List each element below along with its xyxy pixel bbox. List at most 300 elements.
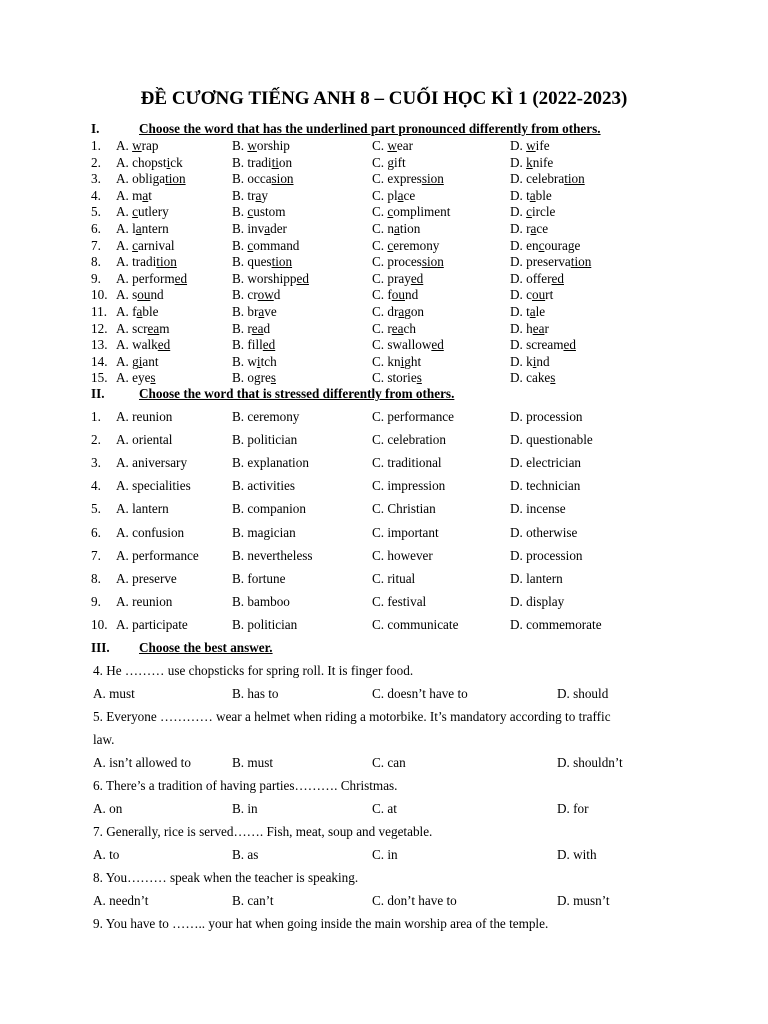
question-row bbox=[0, 455, 768, 471]
option-text: ch bbox=[403, 320, 416, 336]
answer-option[interactable] bbox=[510, 254, 591, 270]
option-text: ce bbox=[403, 187, 416, 203]
answer-option[interactable] bbox=[116, 304, 159, 320]
answer-option[interactable]: C. important bbox=[372, 524, 439, 540]
underlined-part: g bbox=[387, 154, 394, 170]
underlined-part: ou bbox=[531, 287, 546, 303]
option-text: A. f bbox=[116, 304, 137, 319]
underlined-part: ou bbox=[137, 287, 151, 303]
answer-option[interactable] bbox=[372, 287, 418, 303]
option-text: ommand bbox=[253, 237, 300, 253]
question-row bbox=[0, 171, 768, 187]
option-text: nd bbox=[150, 287, 164, 303]
option-text: C. bbox=[372, 204, 388, 220]
option-text: ble bbox=[535, 187, 552, 203]
section-heading bbox=[91, 386, 454, 402]
option-text: ve bbox=[264, 304, 277, 319]
option-text: der bbox=[270, 221, 287, 236]
underlined-part: ea bbox=[251, 320, 264, 336]
answer-option[interactable] bbox=[232, 188, 268, 204]
answer-option[interactable]: C. ritual bbox=[372, 570, 416, 586]
underlined-part: ed bbox=[431, 337, 444, 353]
option-text: ght bbox=[404, 353, 422, 369]
option-text: D. t bbox=[510, 187, 530, 203]
option-text: A. eye bbox=[116, 370, 151, 386]
answer-option[interactable] bbox=[232, 238, 299, 254]
answer-option[interactable]: D. for bbox=[557, 801, 589, 816]
question-number: 9. bbox=[91, 270, 101, 286]
underlined-part: a bbox=[398, 304, 405, 319]
answer-option[interactable]: B. must bbox=[232, 755, 274, 770]
answer-option[interactable]: D. lantern bbox=[510, 570, 563, 586]
underlined-part: k bbox=[526, 154, 533, 170]
option-text: C. f bbox=[372, 287, 392, 303]
underlined-part: ed bbox=[174, 270, 188, 286]
question-row bbox=[0, 594, 768, 610]
option-text: t bbox=[148, 187, 152, 203]
answer-option[interactable]: D. incense bbox=[510, 501, 566, 517]
underlined-part: ed bbox=[563, 337, 576, 353]
underlined-part: c bbox=[247, 237, 254, 253]
option-text: C. storie bbox=[372, 370, 417, 386]
answer-option[interactable] bbox=[510, 287, 553, 303]
answer-option[interactable] bbox=[372, 221, 420, 237]
answer-option[interactable] bbox=[372, 171, 444, 187]
underlined-part: s bbox=[150, 370, 156, 386]
question-row bbox=[0, 221, 768, 237]
answer-option[interactable]: C. don’t have to bbox=[372, 893, 457, 908]
answer-option[interactable]: B. politician bbox=[232, 616, 298, 632]
option-text: D. bbox=[510, 154, 527, 170]
answer-option[interactable] bbox=[232, 321, 270, 337]
answer-option[interactable]: D. commemorate bbox=[510, 616, 602, 632]
answer-option[interactable]: C. communicate bbox=[372, 616, 459, 632]
answer-option[interactable]: A. performance bbox=[116, 547, 199, 563]
answer-option[interactable] bbox=[116, 271, 187, 287]
underlined-part: i bbox=[166, 154, 171, 170]
question-row bbox=[0, 287, 768, 303]
question-row bbox=[0, 501, 768, 517]
question-row bbox=[0, 409, 768, 425]
option-text: eremony bbox=[393, 237, 440, 253]
option-text: rt bbox=[545, 287, 554, 303]
answer-option[interactable] bbox=[510, 238, 580, 254]
answer-option[interactable] bbox=[232, 155, 292, 171]
underlined-part: c bbox=[247, 204, 254, 220]
answer-option[interactable]: B. nevertheless bbox=[232, 547, 313, 563]
option-text: B. inv bbox=[232, 221, 265, 236]
answer-option[interactable] bbox=[372, 155, 406, 171]
answer-option[interactable]: A. needn’t bbox=[93, 893, 149, 908]
answer-option[interactable] bbox=[510, 155, 553, 171]
option-text: tion bbox=[399, 221, 421, 236]
underlined-part: c bbox=[538, 237, 545, 253]
answer-option[interactable] bbox=[510, 321, 549, 337]
option-text: A. g bbox=[116, 353, 139, 369]
underlined-part: sion bbox=[421, 254, 444, 270]
underlined-part: ea bbox=[391, 320, 404, 336]
option-text: nife bbox=[532, 154, 554, 170]
answer-option[interactable]: A. reunion bbox=[116, 593, 173, 609]
question-number: 2. bbox=[91, 432, 101, 448]
question-text: 4. He ……… use chopsticks for spring roll. It is finger food. bbox=[93, 663, 414, 678]
answer-option[interactable] bbox=[372, 337, 444, 353]
answer-option[interactable]: B. bamboo bbox=[232, 593, 290, 609]
question-text: law. bbox=[93, 732, 115, 747]
answer-option[interactable] bbox=[232, 354, 277, 370]
option-text: ble bbox=[142, 304, 159, 319]
answer-option[interactable] bbox=[116, 354, 159, 370]
question-text: 5. Everyone ………… wear a helmet when riding a motorbike. It’s mandatory according to traffic bbox=[93, 709, 611, 724]
option-text: C. proces bbox=[372, 254, 422, 270]
option-text: D. preserva bbox=[510, 254, 571, 270]
section-number: III. bbox=[91, 640, 110, 655]
option-text: C. bbox=[372, 237, 388, 253]
answer-option[interactable]: B. ceremony bbox=[232, 409, 300, 424]
section-heading bbox=[91, 640, 273, 656]
option-text: C. expres bbox=[372, 171, 422, 187]
underlined-part: a bbox=[136, 304, 143, 319]
answer-option[interactable]: D. with bbox=[557, 847, 597, 862]
option-text: B. ques bbox=[232, 254, 272, 270]
answer-option[interactable] bbox=[116, 370, 156, 386]
answer-option[interactable] bbox=[116, 337, 170, 353]
question-number: 7. bbox=[91, 237, 101, 253]
underlined-part: ea bbox=[147, 320, 160, 336]
question-number: 8. bbox=[91, 570, 101, 586]
option-text: B. bbox=[232, 204, 248, 220]
question-number: 6. bbox=[91, 221, 101, 236]
answer-option[interactable]: B. can’t bbox=[232, 893, 274, 908]
answer-option[interactable]: A. must bbox=[93, 686, 135, 701]
answer-option[interactable] bbox=[232, 271, 309, 287]
option-text: B. tr bbox=[232, 187, 256, 203]
option-text: D. bbox=[510, 138, 527, 153]
answer-option[interactable] bbox=[116, 287, 164, 303]
option-text: ift bbox=[393, 154, 406, 170]
underlined-part: a bbox=[142, 187, 149, 203]
option-text: C. bbox=[372, 154, 388, 170]
option-text: ce bbox=[536, 221, 549, 236]
answer-option[interactable]: C. at bbox=[372, 801, 397, 816]
answer-option[interactable]: A. reunion bbox=[116, 409, 173, 424]
answer-option[interactable]: C. can bbox=[372, 755, 406, 770]
section-number: I. bbox=[91, 121, 100, 136]
question-row bbox=[0, 354, 768, 370]
answer-option[interactable] bbox=[372, 271, 423, 287]
question-row bbox=[0, 188, 768, 204]
answer-option[interactable]: D. electrician bbox=[510, 455, 582, 471]
question-number: 4. bbox=[91, 187, 101, 203]
answer-option[interactable]: C. in bbox=[372, 847, 398, 862]
question-row bbox=[0, 617, 768, 633]
option-text: C. dr bbox=[372, 304, 399, 319]
answer-option[interactable]: A. confusion bbox=[116, 524, 185, 540]
answer-option[interactable]: A. on bbox=[93, 801, 123, 816]
option-text: A. bbox=[116, 138, 133, 153]
option-text: D. offer bbox=[510, 270, 552, 286]
option-text: ntern bbox=[141, 221, 169, 236]
answer-option[interactable]: B. as bbox=[232, 847, 259, 862]
answer-option[interactable]: C. celebration bbox=[372, 432, 446, 448]
underlined-part: ed bbox=[410, 270, 424, 286]
underlined-part: sion bbox=[421, 171, 444, 187]
option-text: ompliment bbox=[393, 204, 451, 220]
answer-option[interactable] bbox=[510, 188, 552, 204]
option-text: ourage bbox=[544, 237, 581, 253]
answer-option[interactable]: B. politician bbox=[232, 432, 298, 448]
answer-option[interactable] bbox=[372, 188, 415, 204]
answer-option[interactable]: B. explanation bbox=[232, 455, 309, 471]
option-text: ircle bbox=[531, 204, 556, 220]
question-text: 9. You have to …….. your hat when going inside the main worship area of the temple. bbox=[93, 916, 549, 931]
option-text: B. w bbox=[232, 353, 257, 369]
answer-option[interactable] bbox=[232, 204, 286, 220]
answer-option[interactable]: C. doesn’t have to bbox=[372, 686, 468, 701]
underlined-part: w bbox=[526, 138, 536, 153]
underlined-part: sion bbox=[271, 171, 294, 187]
option-text: C. bbox=[372, 138, 388, 153]
underlined-part: a bbox=[255, 187, 262, 203]
question-number: 10. bbox=[91, 616, 108, 632]
answer-option[interactable]: A. oriental bbox=[116, 432, 173, 448]
answer-option[interactable]: D. technician bbox=[510, 478, 581, 494]
option-text: A. obliga bbox=[116, 171, 166, 187]
question-row bbox=[0, 155, 768, 171]
question-number: 1. bbox=[91, 409, 101, 424]
underlined-part: a bbox=[393, 221, 400, 236]
answer-option[interactable]: C. performance bbox=[372, 409, 455, 424]
question-number: 13. bbox=[91, 337, 108, 353]
underlined-part: c bbox=[526, 204, 532, 220]
option-text: A. scr bbox=[116, 320, 148, 336]
option-text: A. l bbox=[116, 221, 136, 236]
answer-option[interactable]: D. otherwise bbox=[510, 524, 578, 540]
question-row bbox=[0, 525, 768, 541]
answer-option[interactable]: D. questionable bbox=[510, 432, 593, 448]
answer-option[interactable]: D. shouldn’t bbox=[557, 755, 623, 770]
question-row bbox=[0, 238, 768, 254]
option-text: D. k bbox=[510, 353, 533, 369]
question-number: 5. bbox=[91, 204, 101, 220]
option-text: r bbox=[544, 320, 549, 336]
answer-option[interactable] bbox=[116, 238, 175, 254]
underlined-part: w bbox=[132, 138, 142, 153]
question-text: 7. Generally, rice is served……. Fish, meat, soup and vegetable. bbox=[93, 824, 433, 839]
answer-option[interactable] bbox=[232, 304, 277, 320]
option-text: A. perform bbox=[116, 270, 175, 286]
underlined-part: a bbox=[135, 221, 142, 236]
question-number: 6. bbox=[91, 524, 101, 540]
underlined-part: tion bbox=[156, 254, 177, 270]
answer-option[interactable] bbox=[510, 171, 585, 187]
option-text: D. scream bbox=[510, 337, 564, 353]
answer-option[interactable] bbox=[116, 188, 152, 204]
answer-option[interactable] bbox=[510, 271, 564, 287]
question-row bbox=[0, 432, 768, 448]
answer-option[interactable] bbox=[116, 254, 177, 270]
answer-option[interactable] bbox=[510, 337, 576, 353]
answer-option[interactable] bbox=[116, 155, 183, 171]
answer-option[interactable]: D. procession bbox=[510, 547, 583, 563]
question-row bbox=[0, 548, 768, 564]
answer-option[interactable] bbox=[372, 204, 450, 220]
question-number: 7. bbox=[91, 547, 101, 563]
underlined-part: a bbox=[397, 187, 404, 203]
question-number: 2. bbox=[91, 154, 101, 170]
answer-option[interactable] bbox=[232, 337, 275, 353]
answer-option[interactable]: A. specialities bbox=[116, 478, 191, 494]
option-text: A. bbox=[116, 237, 133, 253]
answer-option[interactable] bbox=[510, 138, 550, 154]
answer-option[interactable] bbox=[232, 287, 280, 303]
answer-option[interactable] bbox=[232, 221, 287, 237]
option-text: ck bbox=[170, 154, 183, 170]
section-heading-text: Choose the word that has the underlined part pronounced differently from others. bbox=[139, 121, 601, 136]
question-number: 12. bbox=[91, 320, 108, 336]
answer-option[interactable] bbox=[116, 171, 186, 187]
underlined-part: tion bbox=[564, 171, 585, 187]
answer-option[interactable]: C. traditional bbox=[372, 455, 442, 471]
question-row bbox=[0, 204, 768, 220]
underlined-part: ea bbox=[532, 320, 545, 336]
option-text: m bbox=[159, 320, 170, 336]
underlined-part: c bbox=[132, 204, 138, 220]
question-number: 3. bbox=[91, 455, 101, 471]
question-number: 9. bbox=[91, 593, 101, 609]
option-text: orship bbox=[256, 138, 290, 153]
option-text: B. br bbox=[232, 304, 259, 319]
answer-option[interactable] bbox=[116, 321, 169, 337]
answer-option[interactable] bbox=[232, 370, 276, 386]
underlined-part: i bbox=[256, 353, 261, 369]
underlined-part: ed bbox=[551, 270, 564, 286]
underlined-part: a bbox=[529, 187, 536, 203]
option-text: A. chopst bbox=[116, 154, 167, 170]
underlined-part: a bbox=[258, 304, 265, 319]
option-text: D. t bbox=[510, 304, 530, 319]
answer-option[interactable]: C. however bbox=[372, 547, 433, 563]
answer-option[interactable] bbox=[372, 321, 416, 337]
answer-option[interactable]: A. to bbox=[93, 847, 120, 862]
answer-option[interactable] bbox=[372, 254, 444, 270]
underlined-part: i bbox=[400, 353, 405, 369]
question-row bbox=[0, 271, 768, 287]
answer-option[interactable] bbox=[232, 138, 290, 154]
answer-option[interactable]: A. isn’t allowed to bbox=[93, 755, 191, 770]
option-text: B. ogre bbox=[232, 370, 271, 386]
answer-option[interactable]: D. musn’t bbox=[557, 893, 610, 908]
option-text: rap bbox=[141, 138, 159, 153]
answer-option[interactable]: D. should bbox=[557, 686, 609, 701]
answer-option[interactable] bbox=[510, 370, 555, 386]
option-text: arnival bbox=[137, 237, 175, 253]
option-text: B. bbox=[232, 237, 248, 253]
option-text: A. bbox=[116, 204, 133, 220]
answer-option[interactable] bbox=[372, 304, 424, 320]
answer-option[interactable]: B. has to bbox=[232, 686, 279, 701]
question-number: 5. bbox=[91, 501, 101, 517]
answer-option[interactable] bbox=[372, 354, 421, 370]
option-text: B. cr bbox=[232, 287, 258, 303]
underlined-part: w bbox=[387, 138, 397, 153]
option-text: ant bbox=[142, 353, 159, 369]
answer-option[interactable]: A. preserve bbox=[116, 570, 177, 586]
option-text: C. swallow bbox=[372, 337, 432, 353]
answer-option[interactable]: D. display bbox=[510, 593, 565, 609]
section-heading bbox=[91, 121, 601, 137]
underlined-part: ow bbox=[257, 287, 274, 303]
option-text: C. n bbox=[372, 221, 394, 236]
underlined-part: ed bbox=[296, 270, 309, 286]
option-text: d bbox=[273, 287, 281, 303]
section-number: II. bbox=[91, 386, 105, 401]
answer-option[interactable]: B. magician bbox=[232, 524, 296, 540]
option-text: B. r bbox=[232, 320, 252, 336]
underlined-part: c bbox=[387, 237, 394, 253]
answer-option[interactable] bbox=[372, 370, 422, 386]
answer-option[interactable]: B. companion bbox=[232, 501, 306, 517]
answer-option[interactable]: D. procession bbox=[510, 409, 583, 424]
answer-option[interactable]: B. activities bbox=[232, 478, 295, 494]
answer-option[interactable] bbox=[116, 221, 169, 237]
answer-option[interactable]: C. impression bbox=[372, 478, 446, 494]
question-number: 4. bbox=[91, 478, 101, 494]
question-row bbox=[0, 370, 768, 386]
underlined-part: a bbox=[530, 221, 537, 236]
answer-option[interactable]: A. aniversary bbox=[116, 455, 188, 471]
underlined-part: w bbox=[247, 138, 257, 153]
section-heading-text: Choose the best answer. bbox=[139, 640, 273, 655]
option-text: D. c bbox=[510, 287, 532, 303]
answer-option[interactable] bbox=[372, 238, 439, 254]
answer-option[interactable] bbox=[232, 254, 292, 270]
question-number: 15. bbox=[91, 370, 108, 386]
answer-option[interactable] bbox=[116, 138, 159, 154]
question-number: 10. bbox=[91, 287, 108, 303]
answer-option[interactable]: A. participate bbox=[116, 616, 188, 632]
underlined-part: ti bbox=[271, 154, 279, 170]
underlined-part: s bbox=[550, 370, 556, 386]
question-number: 3. bbox=[91, 171, 101, 187]
answer-option[interactable] bbox=[510, 354, 550, 370]
underlined-part: s bbox=[270, 370, 276, 386]
answer-option[interactable]: C. festival bbox=[372, 593, 427, 609]
question-text: 8. You……… speak when the teacher is speaking. bbox=[93, 870, 359, 885]
question-row bbox=[0, 254, 768, 270]
option-text: B. worshipp bbox=[232, 270, 297, 286]
answer-option[interactable] bbox=[116, 204, 169, 220]
answer-option[interactable]: B. fortune bbox=[232, 570, 286, 586]
answer-option[interactable] bbox=[372, 138, 413, 154]
option-text: le bbox=[535, 304, 546, 319]
underlined-part: i bbox=[532, 353, 537, 369]
answer-option[interactable] bbox=[510, 204, 555, 220]
option-text: B. bbox=[232, 138, 248, 153]
answer-option[interactable]: A. lantern bbox=[116, 501, 169, 517]
answer-option[interactable] bbox=[510, 304, 545, 320]
answer-option[interactable]: B. in bbox=[232, 801, 258, 816]
option-text: on bbox=[278, 154, 293, 170]
option-text: C. r bbox=[372, 320, 392, 336]
answer-option[interactable] bbox=[232, 171, 294, 187]
answer-option[interactable] bbox=[510, 221, 548, 237]
answer-option[interactable]: C. Christian bbox=[372, 501, 436, 517]
question-text: 6. There’s a tradition of having parties………. Christmas. bbox=[93, 778, 398, 793]
option-text: nd bbox=[404, 287, 419, 303]
underlined-part: tion bbox=[570, 254, 592, 270]
option-text: utlery bbox=[137, 204, 169, 220]
